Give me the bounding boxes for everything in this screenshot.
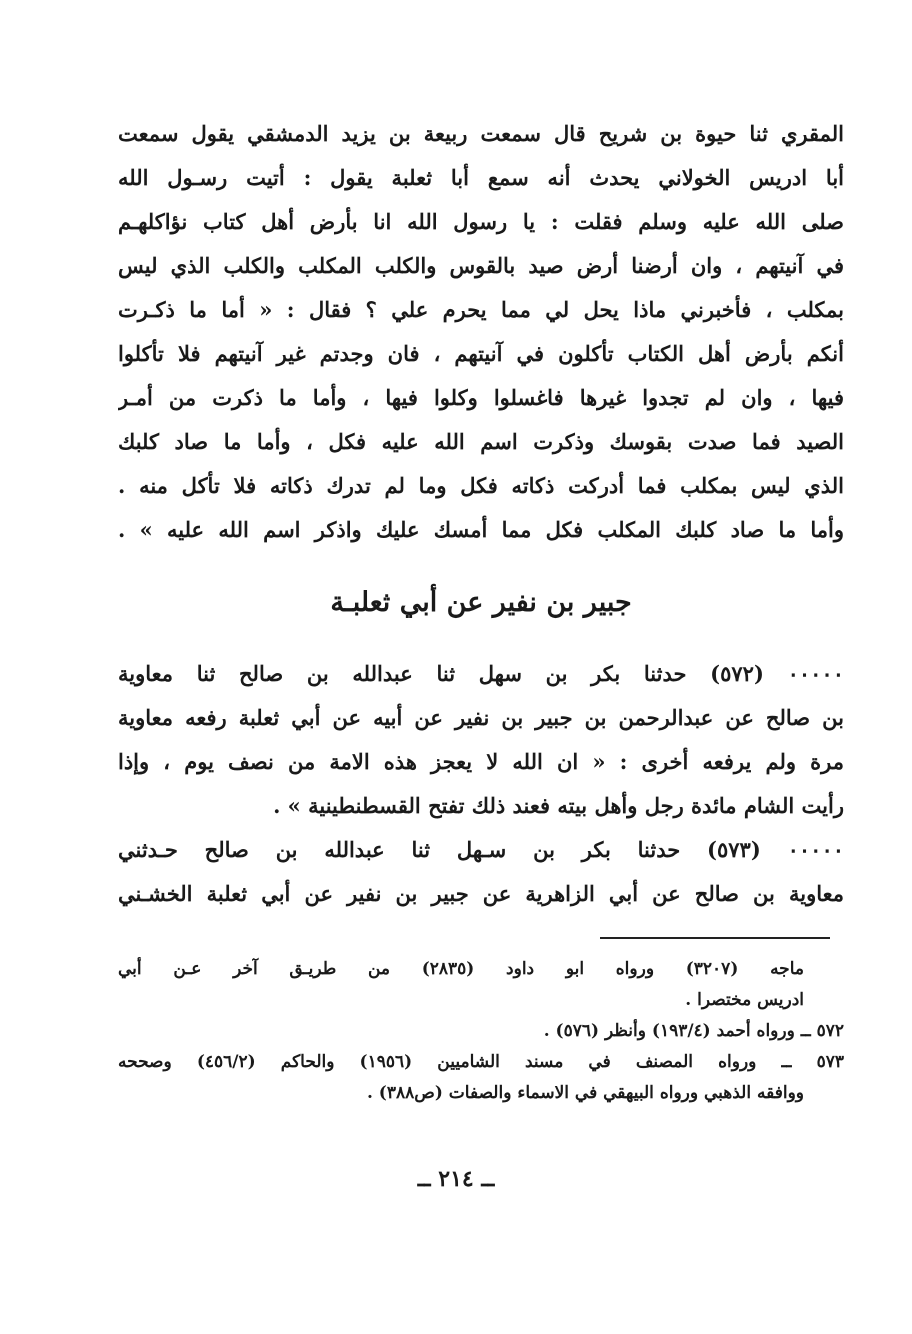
text-line: مرة ولم يرفعه أخرى : « ان الله لا يعجز هذه الامة من نصف يوم ، وإذا [118, 749, 844, 774]
footnote-separator [600, 937, 830, 939]
text-line: أنكم بأرض أهل الكتاب تأكلون في آنيتهم ، فان وجدتم غير آنيتهم فلا تأكلوا [118, 341, 844, 366]
text-line: رأيت الشام مائدة رجل وأهل بيته فعند ذلك تفتح القسطنطينية » . [273, 793, 844, 818]
footnote-line: ووافقه الذهبي ورواه البيهقي في الاسماء والصفات (ص٣٨٨) . [366, 1083, 804, 1103]
text-line: ٠٠٠٠٠ (٥٧٣) حدثنا بكر بن سـهل ثنا عبدالله بن صالح حـدثني [118, 837, 844, 862]
hadith-paragraph-1 [118, 112, 844, 552]
text-line: في آنيتهم ، وان أرضنا أرض صيد بالقوس والكلب المكلب والكلب الذي ليس [118, 253, 844, 278]
text-line: المقري ثنا حيوة بن شريح قال سمعت ربيعة بن يزيد الدمشقي يقول سمعت [118, 121, 844, 146]
hadith-paragraph-2 [118, 652, 844, 916]
text-line: فيها ، وان لم تجدوا غيرها فاغسلوا وكلوا فيها ، وأما ما ذكرت من أمـر [118, 385, 844, 410]
text-line: وأما ما صاد كلبك المكلب فكل مما أمسك عليك واذكر اسم الله عليه » . [118, 517, 844, 542]
text-line: صلى الله عليه وسلم فقلت : يا رسول الله انا بأرض أهل كتاب نؤاكلهـم [118, 209, 844, 234]
footnote-line: ادريس مختصرا . [685, 990, 804, 1010]
page-number: ــ ٢١٤ ــ [417, 1166, 495, 1192]
footnote-line: ماجه (٣٢٠٧) ورواه ابو داود (٢٨٣٥) من طريـق آخر عـن أبي [118, 959, 804, 979]
text-line: الصيد فما صدت بقوسك وذكرت اسم الله عليه فكل ، وأما ما صاد كلبك [118, 429, 844, 454]
section-heading: جبير بن نفير عن أبي ثعلبـة [330, 587, 632, 618]
footnote-line: ٥٧٣ ــ ورواه المصنف في مسند الشاميين (١٩٥٦) والحاكم (٤٥٦/٢) وصححه [118, 1052, 844, 1072]
text-line: معاوية بن صالح عن أبي الزاهرية عن جبير بن نفير عن أبي ثعلبة الخشـني [118, 881, 844, 906]
text-line: أبا ادريس الخولاني يحدث أنه سمع أبا ثعلبة يقول : أتيت رسـول الله [118, 165, 844, 190]
footnote-line: ٥٧٢ ــ ورواه أحمد (١٩٣/٤) وأنظر (٥٧٦) . [543, 1021, 844, 1041]
text-line: ٠٠٠٠٠ (٥٧٢) حدثنا بكر بن سهل ثنا عبدالله بن صالح ثنا معاوية [118, 661, 844, 686]
text-line: بن صالح عن عبدالرحمن بن جبير بن نفير عن أبيه عن أبي ثعلبة رفعه معاوية [118, 705, 844, 730]
footnotes [118, 954, 844, 1109]
text-line: بمكلب ، فأخبرني ماذا يحل لي مما يحرم علي ؟ فقال : « أما ما ذكـرت [118, 297, 844, 322]
text-line: الذي ليس بمكلب فما أدركت ذكاته فكل وما لم تدرك ذكاته فلا تأكل منه . [118, 473, 844, 498]
